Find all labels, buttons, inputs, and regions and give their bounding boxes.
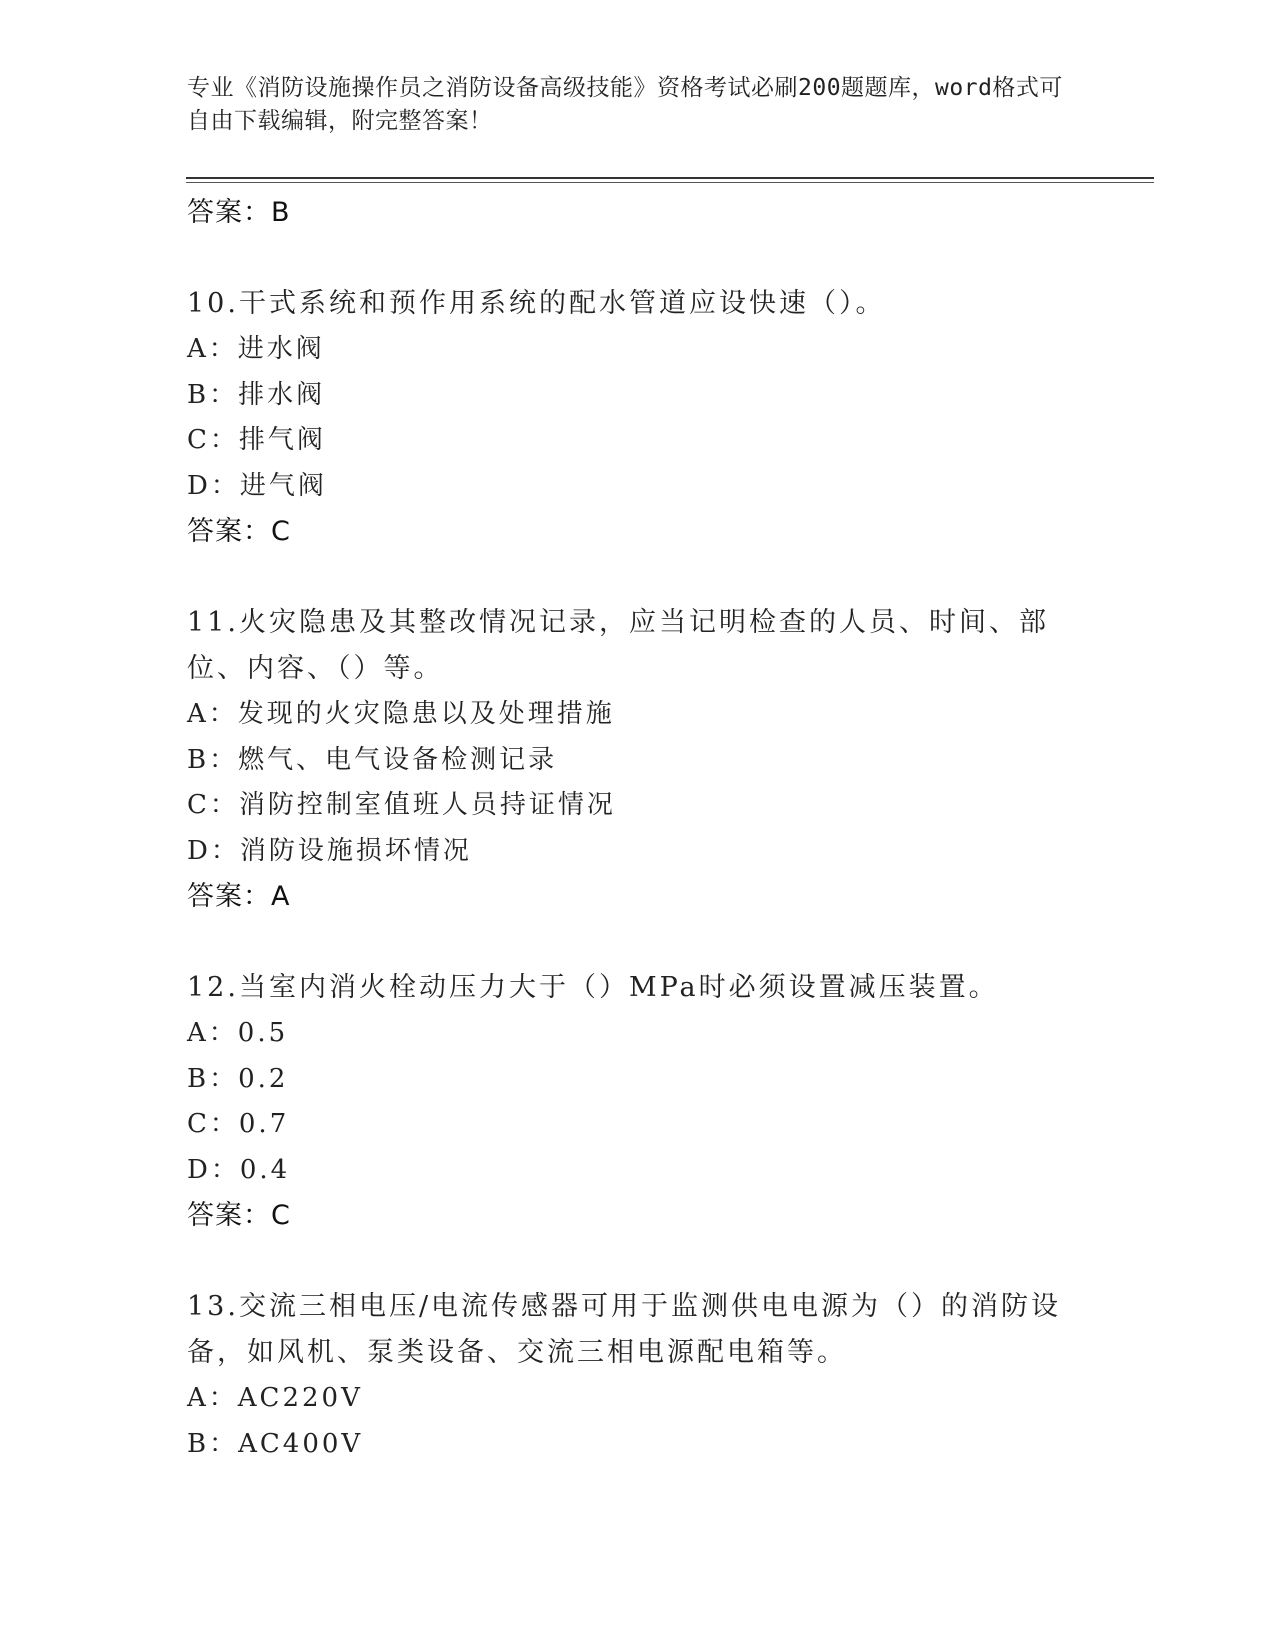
option-a: A：AC220V xyxy=(187,1383,363,1413)
option-d: D：消防设施损坏情况 xyxy=(187,835,472,866)
option-d: D：0.4 xyxy=(187,1154,291,1185)
option-b: B：AC400V xyxy=(187,1428,364,1459)
option-a: A：发现的火灾隐患以及处理措施 xyxy=(187,699,615,729)
question-11 xyxy=(187,600,1087,919)
answer-line: 答案：C xyxy=(187,516,291,547)
question-stem: 13.交流三相电压/电流传感器可用于监测供电电源为（）的消防设备，如风机、泵类设备、交流三相电源配电箱等。 xyxy=(187,1291,1062,1368)
option-c: C：0.7 xyxy=(187,1109,290,1139)
option-c: C：排气阀 xyxy=(187,425,326,455)
question-10 xyxy=(187,281,1087,554)
question-stem: 10.干式系统和预作用系统的配水管道应设快速（）。 xyxy=(187,288,886,319)
header-divider-thin xyxy=(186,182,1154,183)
question-stem: 11.火灾隐患及其整改情况记录，应当记明检查的人员、时间、部位、内容、（）等。 xyxy=(187,607,1049,684)
document-intro: 专业《消防设施操作员之消防设备高级技能》资格考试必刷200题题库，word格式可自由下载编辑，附完整答案！ xyxy=(187,75,1063,134)
option-b: B：0.2 xyxy=(187,1063,289,1094)
question-stem: 12.当室内消火栓动压力大于（）MPa时必须设置减压装置。 xyxy=(187,972,999,1003)
answer-line: 答案：C xyxy=(187,1200,291,1231)
option-b: B：燃气、电气设备检测记录 xyxy=(187,744,558,775)
option-a: A：进水阀 xyxy=(187,334,325,364)
answer-line: 答案：B xyxy=(187,197,291,228)
question-12 xyxy=(187,965,1087,1238)
header-divider xyxy=(186,177,1154,179)
option-b: B：排水阀 xyxy=(187,379,326,410)
option-d: D：进气阀 xyxy=(187,470,327,501)
answer-line: 答案：A xyxy=(187,881,291,912)
question-13 xyxy=(187,1284,1087,1467)
question-list xyxy=(187,190,1087,1467)
option-a: A：0.5 xyxy=(187,1018,289,1048)
option-c: C：消防控制室值班人员持证情况 xyxy=(187,790,616,820)
